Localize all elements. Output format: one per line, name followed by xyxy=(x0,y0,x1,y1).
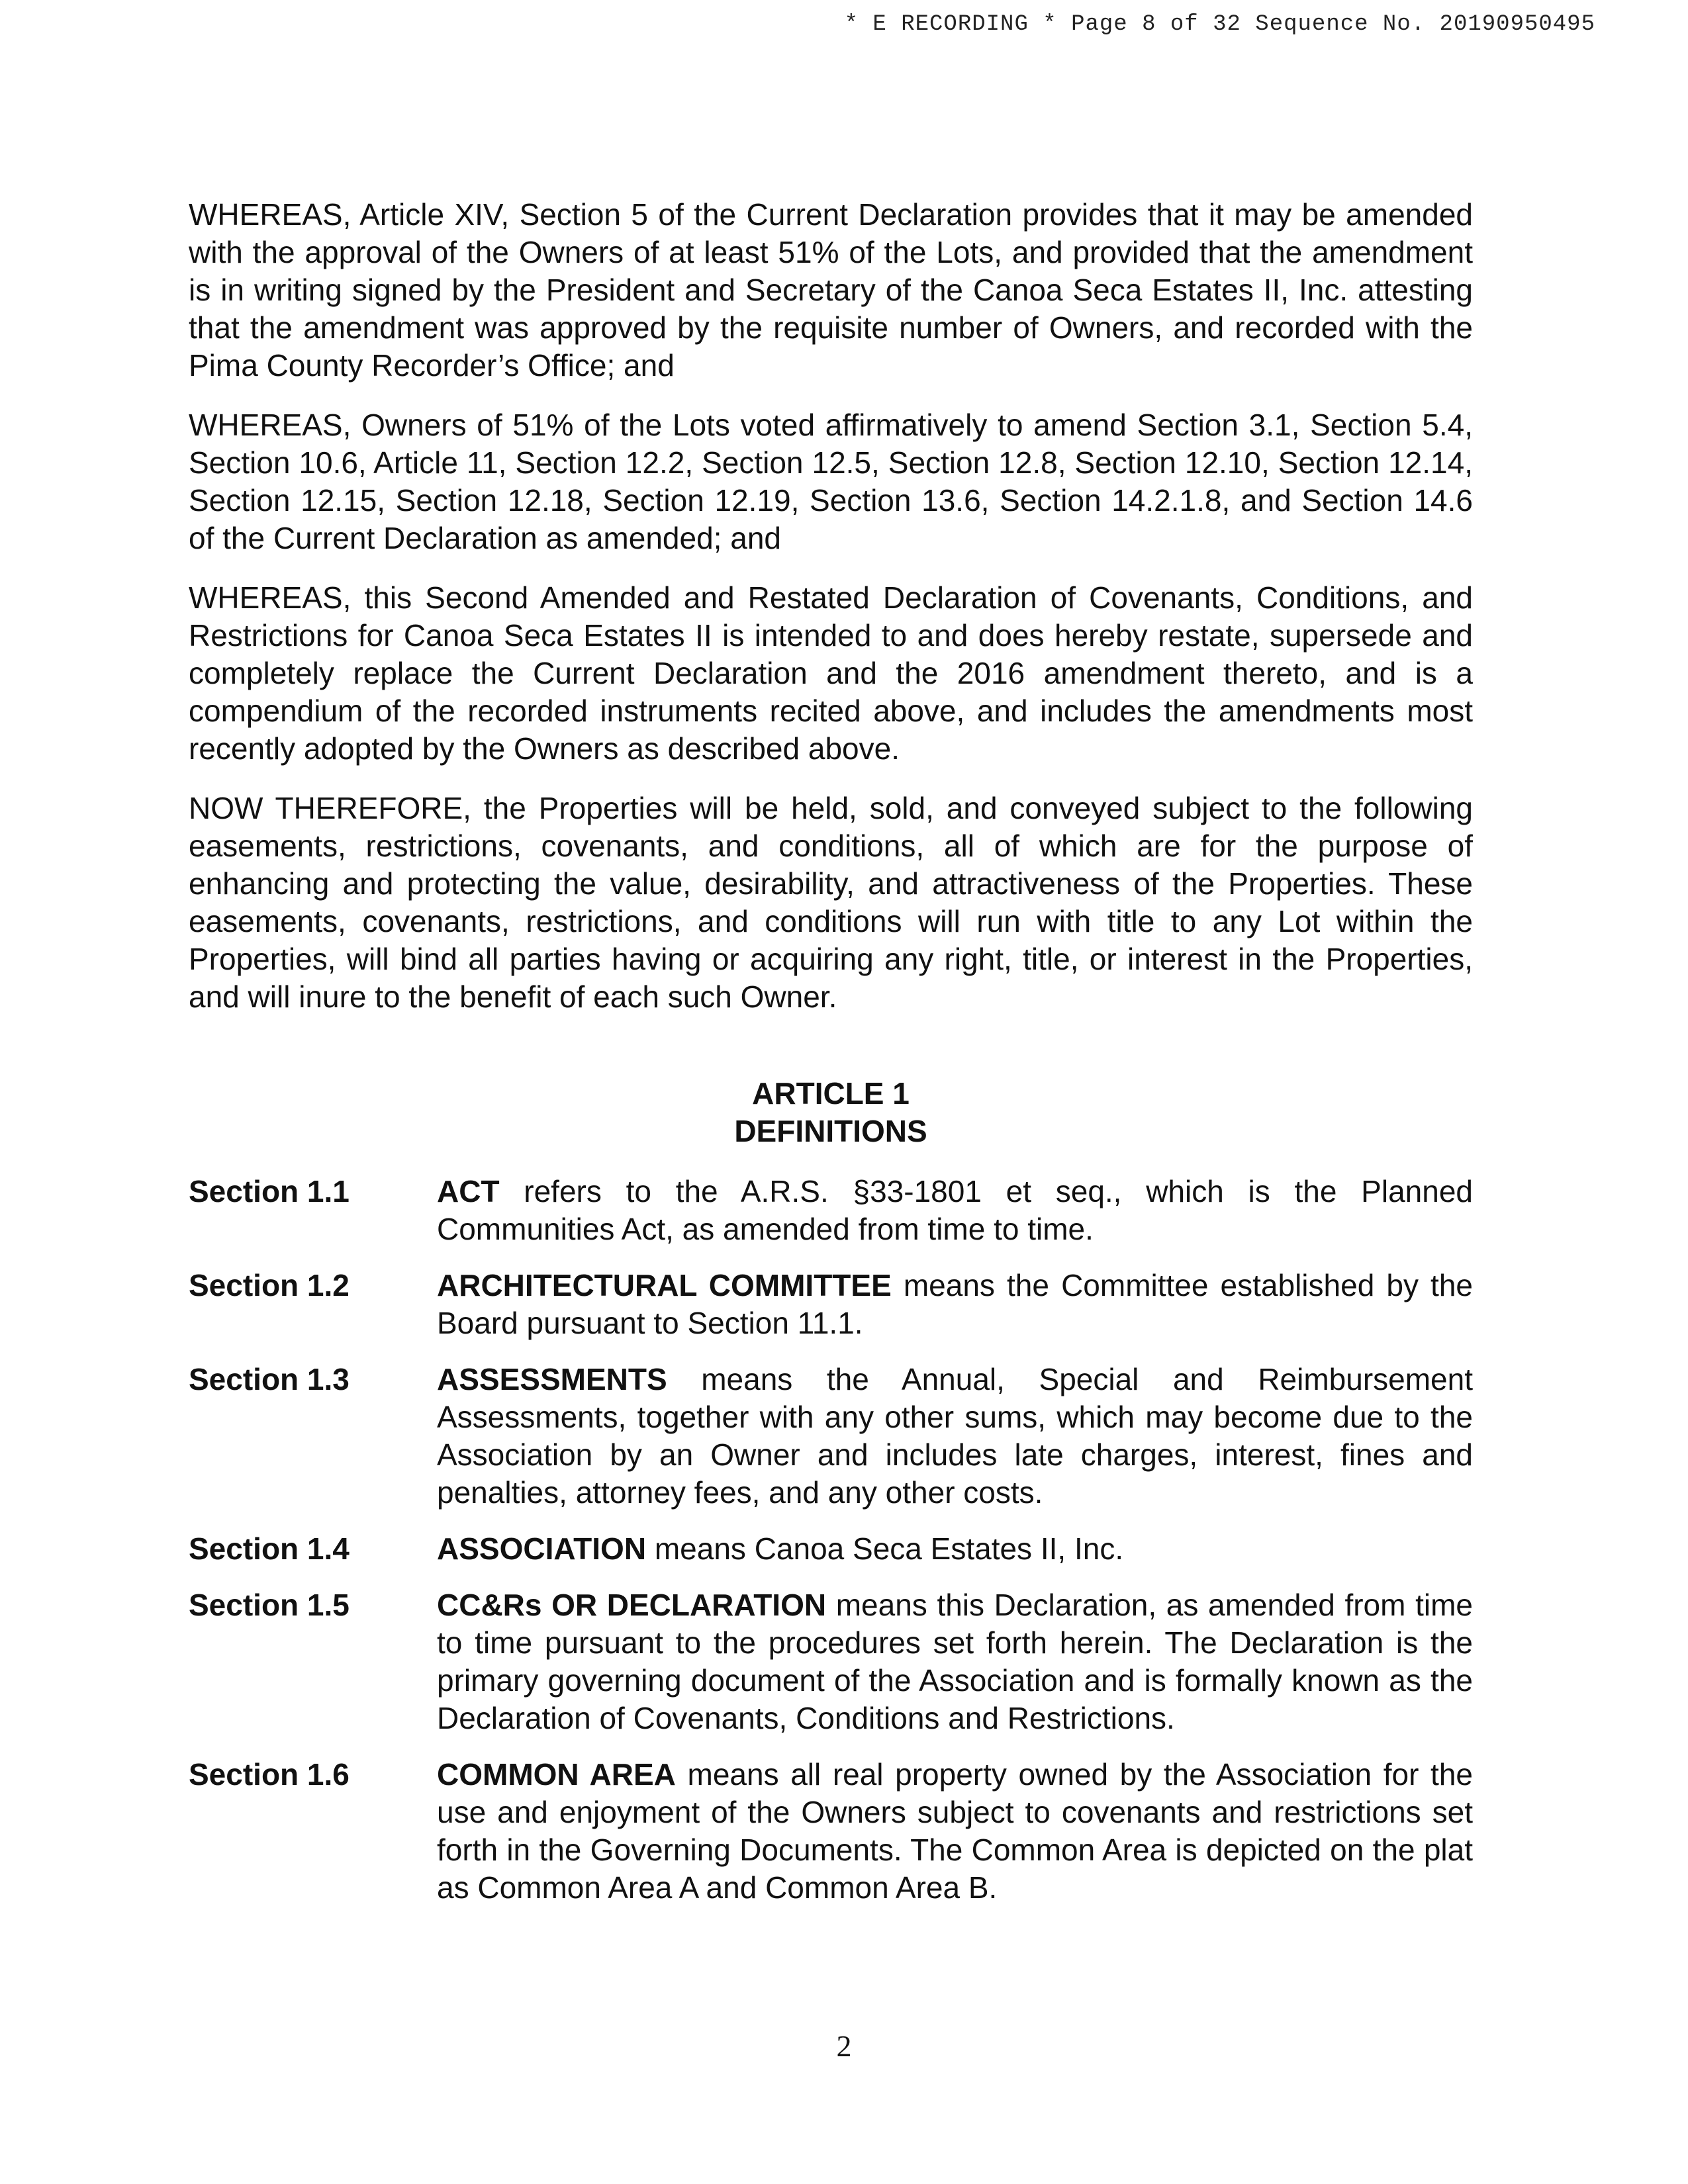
definition-text xyxy=(437,1361,1473,1512)
definition-text xyxy=(437,1586,1473,1737)
definition-text xyxy=(437,1530,1473,1568)
section-label: Section 1.2 xyxy=(189,1268,350,1302)
definition-description: means the Committee established by the Board pursuant to Section 11.1. xyxy=(437,1268,1473,1340)
definition-text xyxy=(437,1267,1473,1342)
section-label: Section 1.5 xyxy=(189,1588,350,1622)
definition-text xyxy=(437,1756,1473,1907)
definition-description: refers to the A.R.S. §33-1801 et seq., which is the Planned Communities Act, as amended from time to time. xyxy=(437,1174,1473,1246)
defined-term: ASSOCIATION xyxy=(437,1531,647,1566)
defined-term: ASSESSMENTS xyxy=(437,1362,667,1396)
document-body xyxy=(189,196,1473,1925)
definition-description: means Canoa Seca Estates II, Inc. xyxy=(646,1531,1124,1566)
recording-header: * E RECORDING * Page 8 of 32 Sequence No. 20190950495 xyxy=(844,12,1595,37)
definition-item xyxy=(189,1530,1473,1568)
now-therefore-paragraph: NOW THEREFORE, the Properties will be held, sold, and conveyed subject to the following easements, restrictions, covenants, and conditions, all of which are for the purpose of enhancing and protecting the value, desirability, and attractiveness of the Properties. These easements, covenants, restrictions, and conditions will run with title to any Lot within the Properties, will bind all parties having or acquiring any right, title, or interest in the Properties, and will inure to the benefit of each such Owner. xyxy=(189,791,1473,1014)
definition-item xyxy=(189,1267,1473,1342)
section-label: Section 1.3 xyxy=(189,1362,350,1396)
definition-item xyxy=(189,1361,1473,1512)
defined-term: ACT xyxy=(437,1174,500,1208)
section-label: Section 1.4 xyxy=(189,1531,350,1566)
definition-description: means all real property owned by the Association for the use and enjoyment of the Owners subject to covenants and restrictions set forth in the Governing Documents. The Common Area is depicted on the plat as Common Area A and Common Area B. xyxy=(437,1757,1473,1905)
whereas-paragraph-1: WHEREAS, Article XIV, Section 5 of the Current Declaration provides that it may be amended with the approval of the Owners of at least 51% of the Lots, and provided that the amendment is in writing signed by the President and Secretary of the Canoa Seca Estates II, Inc. attesting that the amendment was approved by the requisite number of Owners, and recorded with the Pima County Recorder’s Office; and xyxy=(189,197,1473,383)
whereas-paragraph-2: WHEREAS, Owners of 51% of the Lots voted affirmatively to amend Section 3.1, Section 5.4, Section 10.6, Article 11, Section 12.2, Section 12.5, Section 12.8, Section 12.10, Section 12.14, Section 12.15, Section 12.18, Section 12.19, Section 13.6, Section 14.2.1.8, and Section 14.6 of the Current Declaration as amended; and xyxy=(189,408,1473,555)
definition-item xyxy=(189,1173,1473,1248)
section-label: Section 1.1 xyxy=(189,1174,350,1208)
definition-text xyxy=(437,1173,1473,1248)
section-label: Section 1.6 xyxy=(189,1757,350,1792)
definition-description: means the Annual, Special and Reimbursement Assessments, together with any other sums, which may become due to the Association by an Owner and includes late charges, interest, fines and penalties, attorney fees, and any other costs. xyxy=(437,1362,1473,1510)
definition-item xyxy=(189,1756,1473,1907)
whereas-paragraph-3: WHEREAS, this Second Amended and Restated Declaration of Covenants, Conditions, and Restrictions for Canoa Seca Estates II is intended to and does hereby restate, supersede and completely replace the Current Declaration and the 2016 amendment thereto, and is a compendium of the recorded instruments recited above, and includes the amendments most recently adopted by the Owners as described above. xyxy=(189,580,1473,766)
defined-term: ARCHITECTURAL COMMITTEE xyxy=(437,1268,892,1302)
article-title: DEFINITIONS xyxy=(734,1114,927,1148)
definition-item xyxy=(189,1586,1473,1737)
page-number: 2 xyxy=(836,2029,852,2063)
definition-description: means this Declaration, as amended from time to time pursuant to the procedures set forth herein. The Declaration is the primary governing document of the Association and is formally known as the Declaration of Covenants, Conditions and Restrictions. xyxy=(437,1588,1473,1735)
article-number: ARTICLE 1 xyxy=(752,1076,910,1111)
article-heading xyxy=(189,1075,1473,1150)
defined-term: CC&Rs OR DECLARATION xyxy=(437,1588,827,1622)
defined-term: COMMON AREA xyxy=(437,1757,676,1792)
